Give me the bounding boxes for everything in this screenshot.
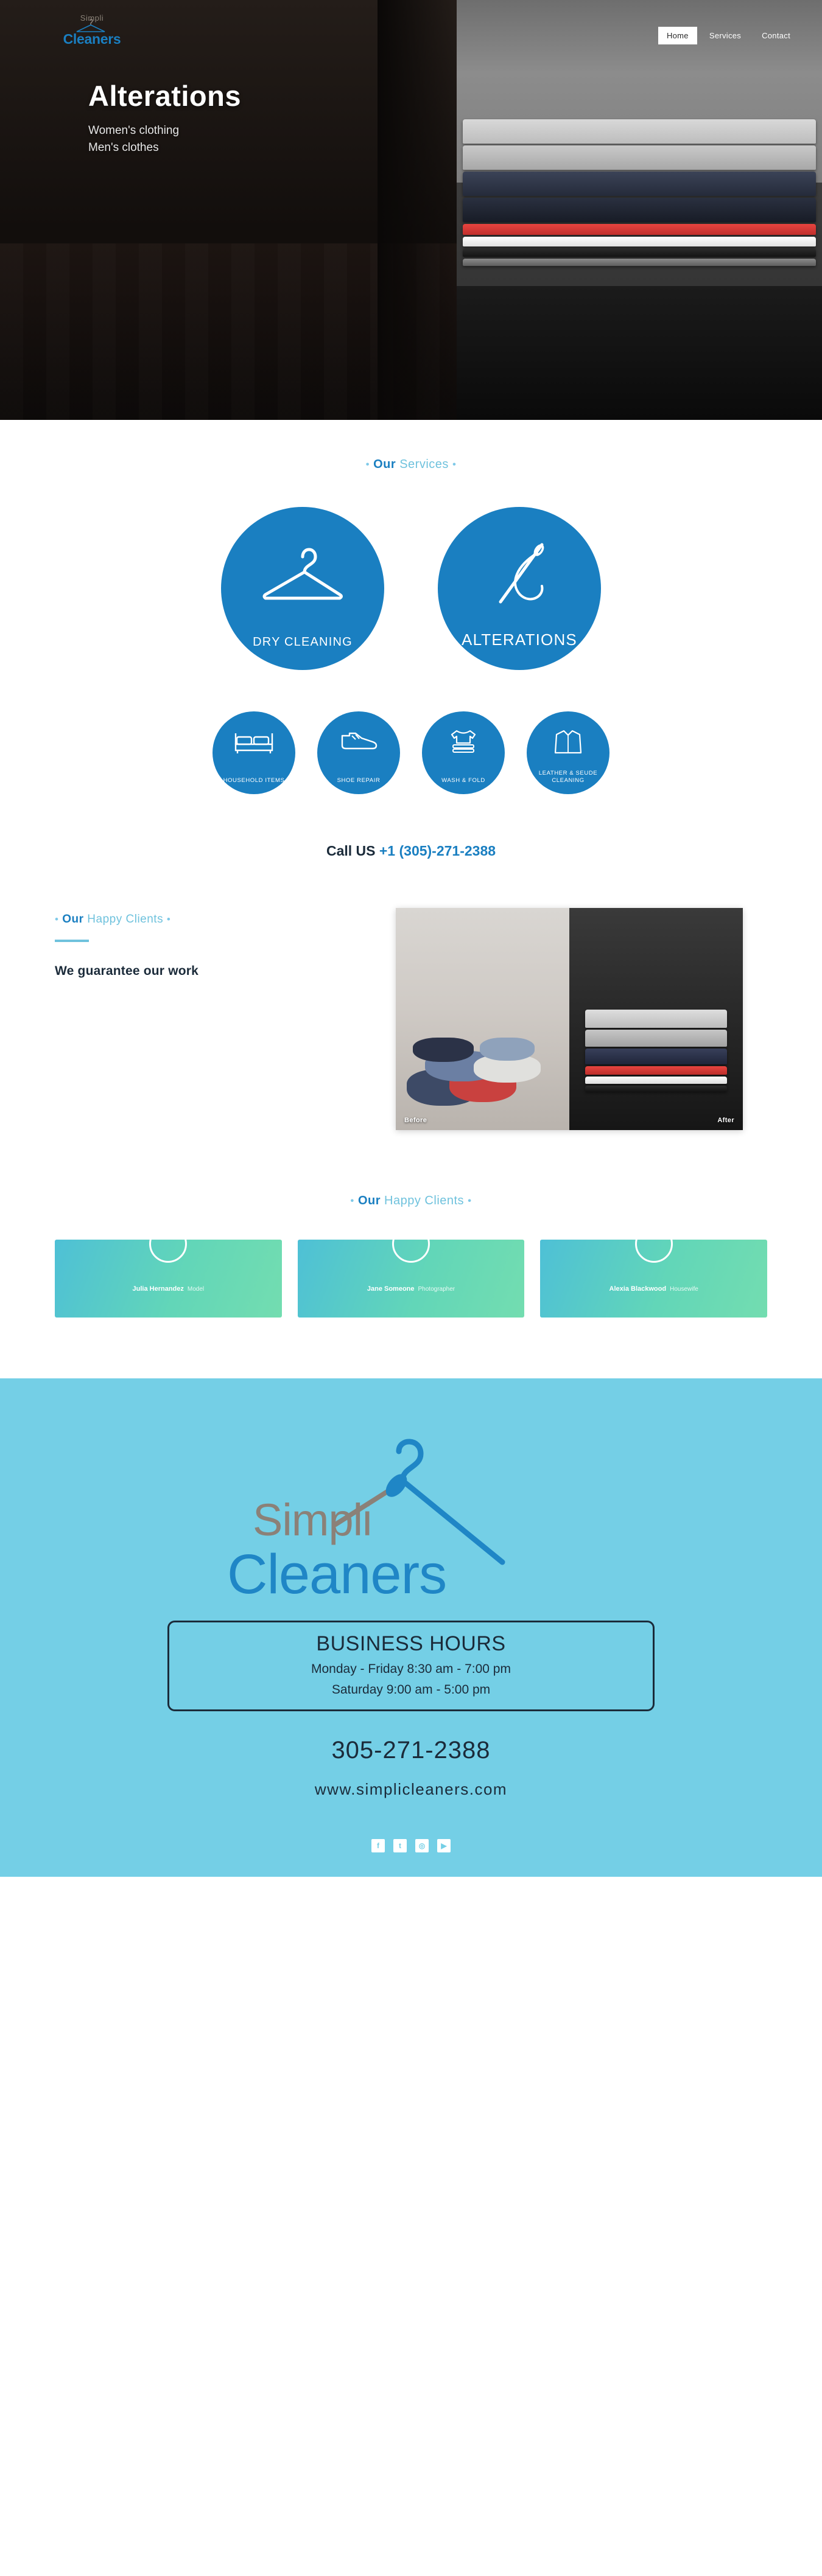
heading-dot-right: •	[452, 458, 457, 470]
heading-underline	[55, 940, 89, 942]
heading-dot-left: •	[365, 458, 370, 470]
testimonials-section	[0, 1130, 822, 1318]
logo-top-text: Simpli	[80, 13, 104, 23]
footer-section	[0, 1378, 822, 1877]
service-label: WASH & FOLD	[441, 777, 485, 784]
footer-website[interactable]: www.simplicleaners.com	[314, 1780, 508, 1798]
testimonial-cards	[0, 1240, 822, 1318]
call-us-line	[0, 843, 822, 859]
service-leather-suede-cleaning[interactable]	[527, 711, 609, 794]
testimonial-name: Julia Hernandez	[132, 1285, 184, 1293]
heading-strong: Our	[373, 458, 396, 471]
primary-services	[0, 507, 822, 670]
heading-strong: Our	[62, 913, 84, 926]
folded-clothes-after	[585, 1010, 727, 1094]
main-navigation[interactable]	[658, 27, 799, 44]
hero-photo-lower	[457, 286, 822, 420]
guarantee-section	[0, 859, 822, 1130]
hero-title: Alterations	[88, 80, 241, 112]
testimonial-meta	[609, 1285, 698, 1293]
services-section	[0, 420, 822, 859]
before-label: Before	[404, 1117, 427, 1124]
after-label: After	[717, 1117, 734, 1124]
heading-rest: Services	[396, 458, 449, 471]
testimonial-role: Model	[187, 1286, 205, 1293]
heading-strong: Our	[357, 1194, 381, 1207]
footer-logo-bottom: Cleaners	[227, 1543, 447, 1605]
bed-icon	[234, 728, 274, 755]
hero-subtitle-line1: Women's clothing	[88, 124, 180, 137]
hero-photo	[457, 0, 822, 420]
business-hours-saturday: Saturday 9:00 am - 5:00 pm	[331, 1683, 491, 1697]
testimonial-role: Housewife	[670, 1286, 698, 1293]
after-panel	[569, 908, 743, 1130]
testimonial-meta	[133, 1285, 205, 1293]
testimonial-card[interactable]	[298, 1240, 525, 1318]
service-wash-and-fold[interactable]	[422, 711, 505, 794]
before-after-image	[396, 908, 743, 1130]
hero-subtitle-line2: Men's clothes	[88, 141, 159, 154]
heading-dot-left: •	[55, 913, 59, 925]
jacket-icon	[548, 728, 588, 756]
testimonial-role: Photographer	[418, 1286, 455, 1293]
business-hours-weekday: Monday - Friday 8:30 am - 7:00 pm	[311, 1662, 511, 1676]
testimonial-meta	[367, 1285, 455, 1293]
before-panel	[396, 908, 569, 1130]
nav-item-services[interactable]: Services	[709, 31, 742, 40]
hero-subtitle	[88, 122, 241, 156]
facebook-icon[interactable]: f	[371, 1839, 385, 1852]
hanger-logo-icon	[69, 18, 112, 34]
secondary-services	[0, 711, 822, 794]
testimonials-heading	[0, 1194, 822, 1208]
testimonial-name: Jane Someone	[367, 1285, 415, 1293]
services-heading	[0, 458, 822, 472]
hero-gradient-overlay	[378, 0, 457, 420]
shoe-icon	[339, 728, 379, 755]
guarantee-heading	[55, 913, 359, 926]
service-shoe-repair[interactable]	[317, 711, 400, 794]
heading-dot-right: •	[468, 1195, 472, 1207]
footer-logo	[216, 1433, 606, 1610]
service-alterations[interactable]	[438, 507, 601, 670]
service-label: LEATHER & SEUDE CLEANING	[538, 770, 598, 784]
hero-section	[0, 0, 822, 420]
hero-text-block	[88, 79, 241, 156]
heading-dot-left: •	[350, 1195, 354, 1207]
guarantee-text-column	[55, 908, 359, 1130]
testimonial-card[interactable]	[540, 1240, 767, 1318]
footer-phone[interactable]: 305-271-2388	[331, 1737, 491, 1764]
service-label: DRY CLEANING	[253, 635, 353, 649]
heading-dot-right: •	[166, 913, 171, 925]
service-label: HOUSEHOLD ITEMS	[223, 777, 285, 784]
needle-thread-icon	[474, 539, 565, 612]
footer-logo-top: Simpli	[253, 1495, 372, 1545]
call-us-label: Call US	[326, 843, 379, 859]
social-links[interactable]	[0, 1839, 822, 1852]
logo-bottom-text: Cleaners	[63, 31, 121, 47]
service-household-items[interactable]	[213, 711, 295, 794]
messy-clothes-pile	[407, 1027, 558, 1106]
guarantee-title: We guarantee our work	[55, 964, 199, 978]
heading-rest: Happy Clients	[83, 913, 164, 926]
avatar	[392, 1225, 430, 1263]
business-hours-title: BUSINESS HOURS	[316, 1632, 506, 1655]
guarantee-image-column	[396, 908, 767, 1130]
avatar	[149, 1225, 187, 1263]
heading-rest: Happy Clients	[381, 1194, 465, 1207]
folded-clothes-stack	[463, 119, 816, 268]
service-label: ALTERATIONS	[462, 630, 577, 649]
tshirt-folded-icon	[443, 728, 483, 756]
testimonial-card[interactable]	[55, 1240, 282, 1318]
twitter-icon[interactable]: t	[393, 1839, 407, 1852]
nav-item-home[interactable]: Home	[658, 27, 697, 44]
service-dry-cleaning[interactable]	[221, 507, 384, 670]
call-us-number[interactable]: +1 (305)-271-2388	[379, 843, 496, 859]
avatar	[635, 1225, 673, 1263]
service-label: SHOE REPAIR	[337, 777, 381, 784]
testimonial-name: Alexia Blackwood	[609, 1285, 667, 1293]
nav-item-contact[interactable]: Contact	[762, 31, 790, 40]
hanger-icon	[257, 539, 348, 606]
business-hours-box	[167, 1621, 655, 1711]
youtube-icon[interactable]: ▶	[437, 1839, 451, 1852]
instagram-icon[interactable]: ◎	[415, 1839, 429, 1852]
site-logo[interactable]	[52, 13, 132, 47]
